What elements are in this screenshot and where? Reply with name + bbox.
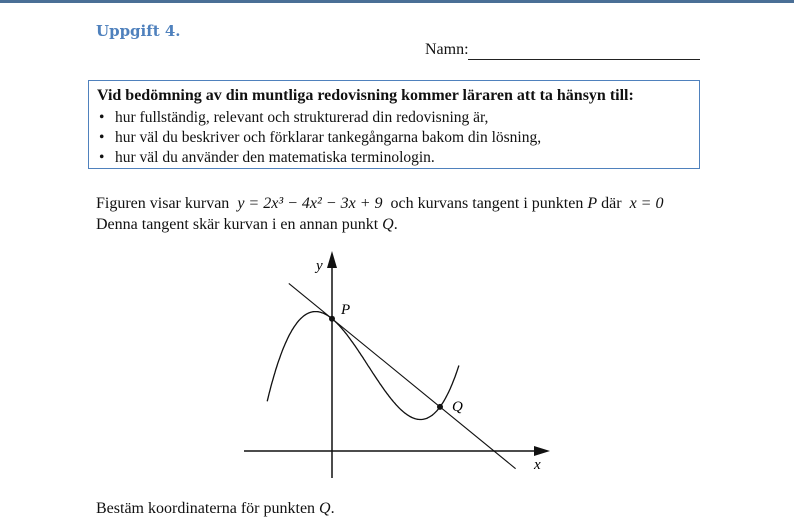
x-condition: x = 0 [629,195,664,212]
where-text: där [601,195,622,212]
x-axis-arrow-icon [534,446,550,456]
intersect-text: Denna tangent skär kurvan i en annan punkt [96,216,379,233]
tangent-text: och kurvans tangent i punkten [390,195,584,212]
point-p-label: P [341,302,351,318]
cubic-curve [267,312,459,420]
x-axis-label: x [534,457,541,473]
point-p-marker [329,316,335,322]
question-text: Bestäm koordinaterna för punkten [96,500,316,517]
assessment-heading: Vid bedömning av din muntliga redovisning kommer läraren att ta hänsyn till: [97,87,634,104]
tangent-line [289,283,516,468]
point-p-ref: P [587,195,598,212]
name-label: Namn: [425,41,469,58]
y-axis-arrow-icon [327,251,337,268]
period: . [393,216,398,233]
question [96,500,335,518]
criterion-item: • hur fullständig, relevant och strukturerad din redovisning är, [97,108,541,128]
point-q-label: Q [452,399,463,415]
criterion-item: • hur väl du använder den matematiska terminologin. [97,148,541,168]
point-q-marker [437,404,443,410]
intro-text: Figuren visar kurvan [96,195,230,212]
question-period: . [330,500,335,517]
task-title: Uppgift 4. [96,22,181,40]
point-q-ref: Q [382,216,394,233]
y-axis-label: y [316,258,323,274]
curve-equation: y = 2x³ − 4x² − 3x + 9 [237,195,383,212]
criterion-item: • hur väl du beskriver och förklarar tankegångarna bakom din lösning, [97,128,541,148]
question-point: Q [319,500,331,517]
